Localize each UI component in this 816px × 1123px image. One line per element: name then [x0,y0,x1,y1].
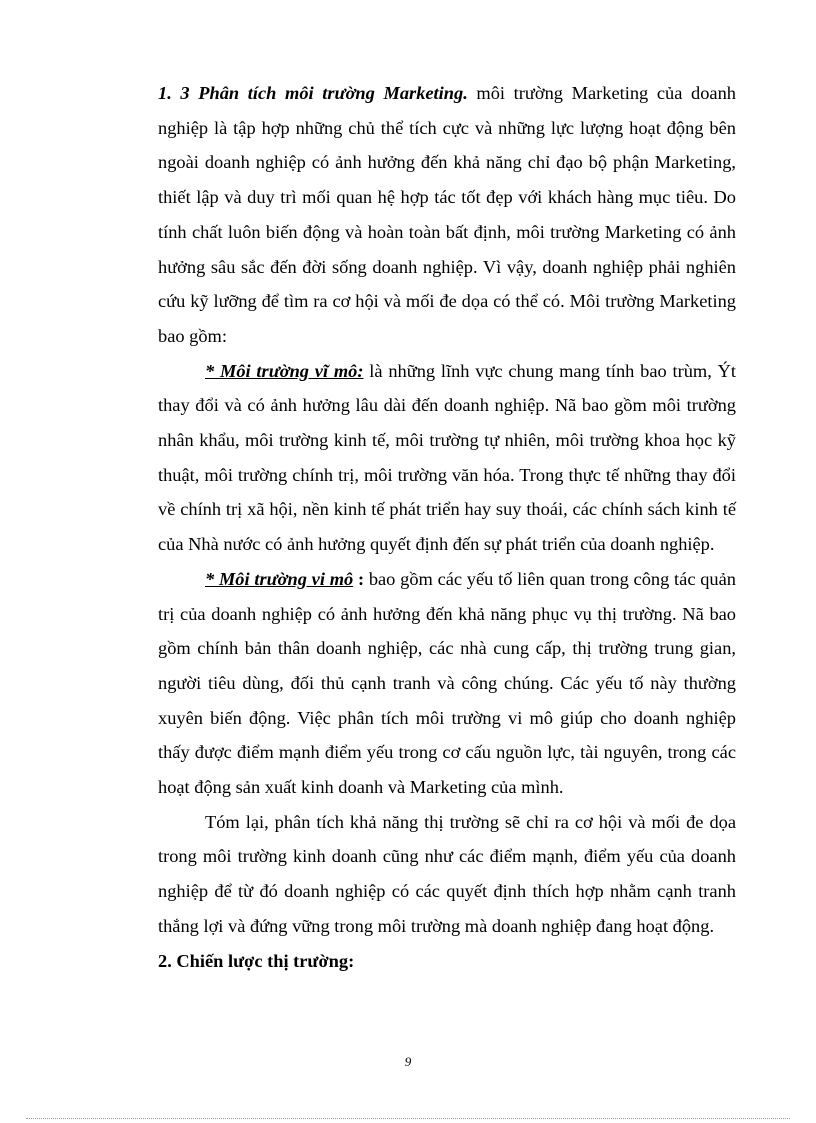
paragraph-text: môi trường Marketing của doanh nghiệp là tập hợp những chủ thể tích cực và những lực lượng hoạt động bên ngoài doanh nghiệp có ảnh hưởng đến khả năng chỉ đạo bộ phận Marketing, thiết lập và duy trì mối quan hệ hợp tác tốt đẹp với khách hàng mục tiêu. Do tính chất luôn biến động và hoàn toàn bất định, môi trường Marketing có ảnh hưởng sâu sắc đến đời sống doanh nghiệp. Vì vậy, doanh nghiệp phải nghiên cứu kỹ lưỡng để tìm ra cơ hội và mối đe dọa có thể có. Môi trường Marketing bao gồm: [158,83,736,346]
micro-environment-colon: : [353,568,365,589]
page-number: 9 [404,1054,412,1069]
paragraph-summary [158,805,736,944]
paragraph-text: Tóm lại, phân tích khả năng thị trường sẽ chỉ ra cơ hội và mối đe dọa trong môi trường kinh doanh cũng như các điểm mạnh, điểm yếu của doanh nghiệp để từ đó doanh nghiệp có các quyết định thích hợp nhằm cạnh tranh thắng lợi và đứng vững trong môi trường mà doanh nghiệp đang hoạt động. [158,811,736,936]
paragraph-macro-environment [158,354,736,562]
page-bottom-divider [26,1118,790,1119]
section-heading-2: 2. Chiến lược thị trường: [158,950,355,971]
micro-environment-label: * Môi trường vi mô [205,568,354,589]
paragraph-text: là những lĩnh vực chung mang tính bao trùm, Ýt thay đổi và có ảnh hưởng lâu dài đến doanh nghiệp. Nã bao gồm môi trường nhân khẩu, môi trường kinh tế, môi trường tự nhiên, môi trường khoa học kỹ thuật, môi trường chính trị, môi trường văn hóa. Trong thực tế những thay đổi về chính trị xã hội, nền kinh tế phát triển hay suy thoái, các chính sách kinh tế của Nhà nước có ảnh hưởng quyết định đến sự phát triển của doanh nghiệp. [158,360,737,555]
document-body [158,76,736,978]
paragraph-micro-environment [158,562,736,805]
section-heading-1-3: 1. 3 Phân tích môi trường Marketing. [158,83,468,103]
macro-environment-label: * Môi trường vĩ mô: [205,360,364,381]
paragraph-marketing-environment [158,76,736,354]
paragraph-text: bao gồm các yếu tố liên quan trong công tác quản trị của doanh nghiệp có ảnh hưởng đến khả năng phục vụ thị trường. Nã bao gồm chính bản thân doanh nghiệp, các nhà cung cấp, thị trường trung gian, người tiêu dùng, đối thủ cạnh tranh và công chúng. Các yếu tố này thường xuyên biến động. Việc phân tích môi trường vi mô giúp cho doanh nghiệp thấy được điểm mạnh điểm yếu trong cơ cấu nguồn lực, tài nguyên, trong các hoạt động sản xuất kinh doanh và Marketing của mình. [158,568,736,798]
